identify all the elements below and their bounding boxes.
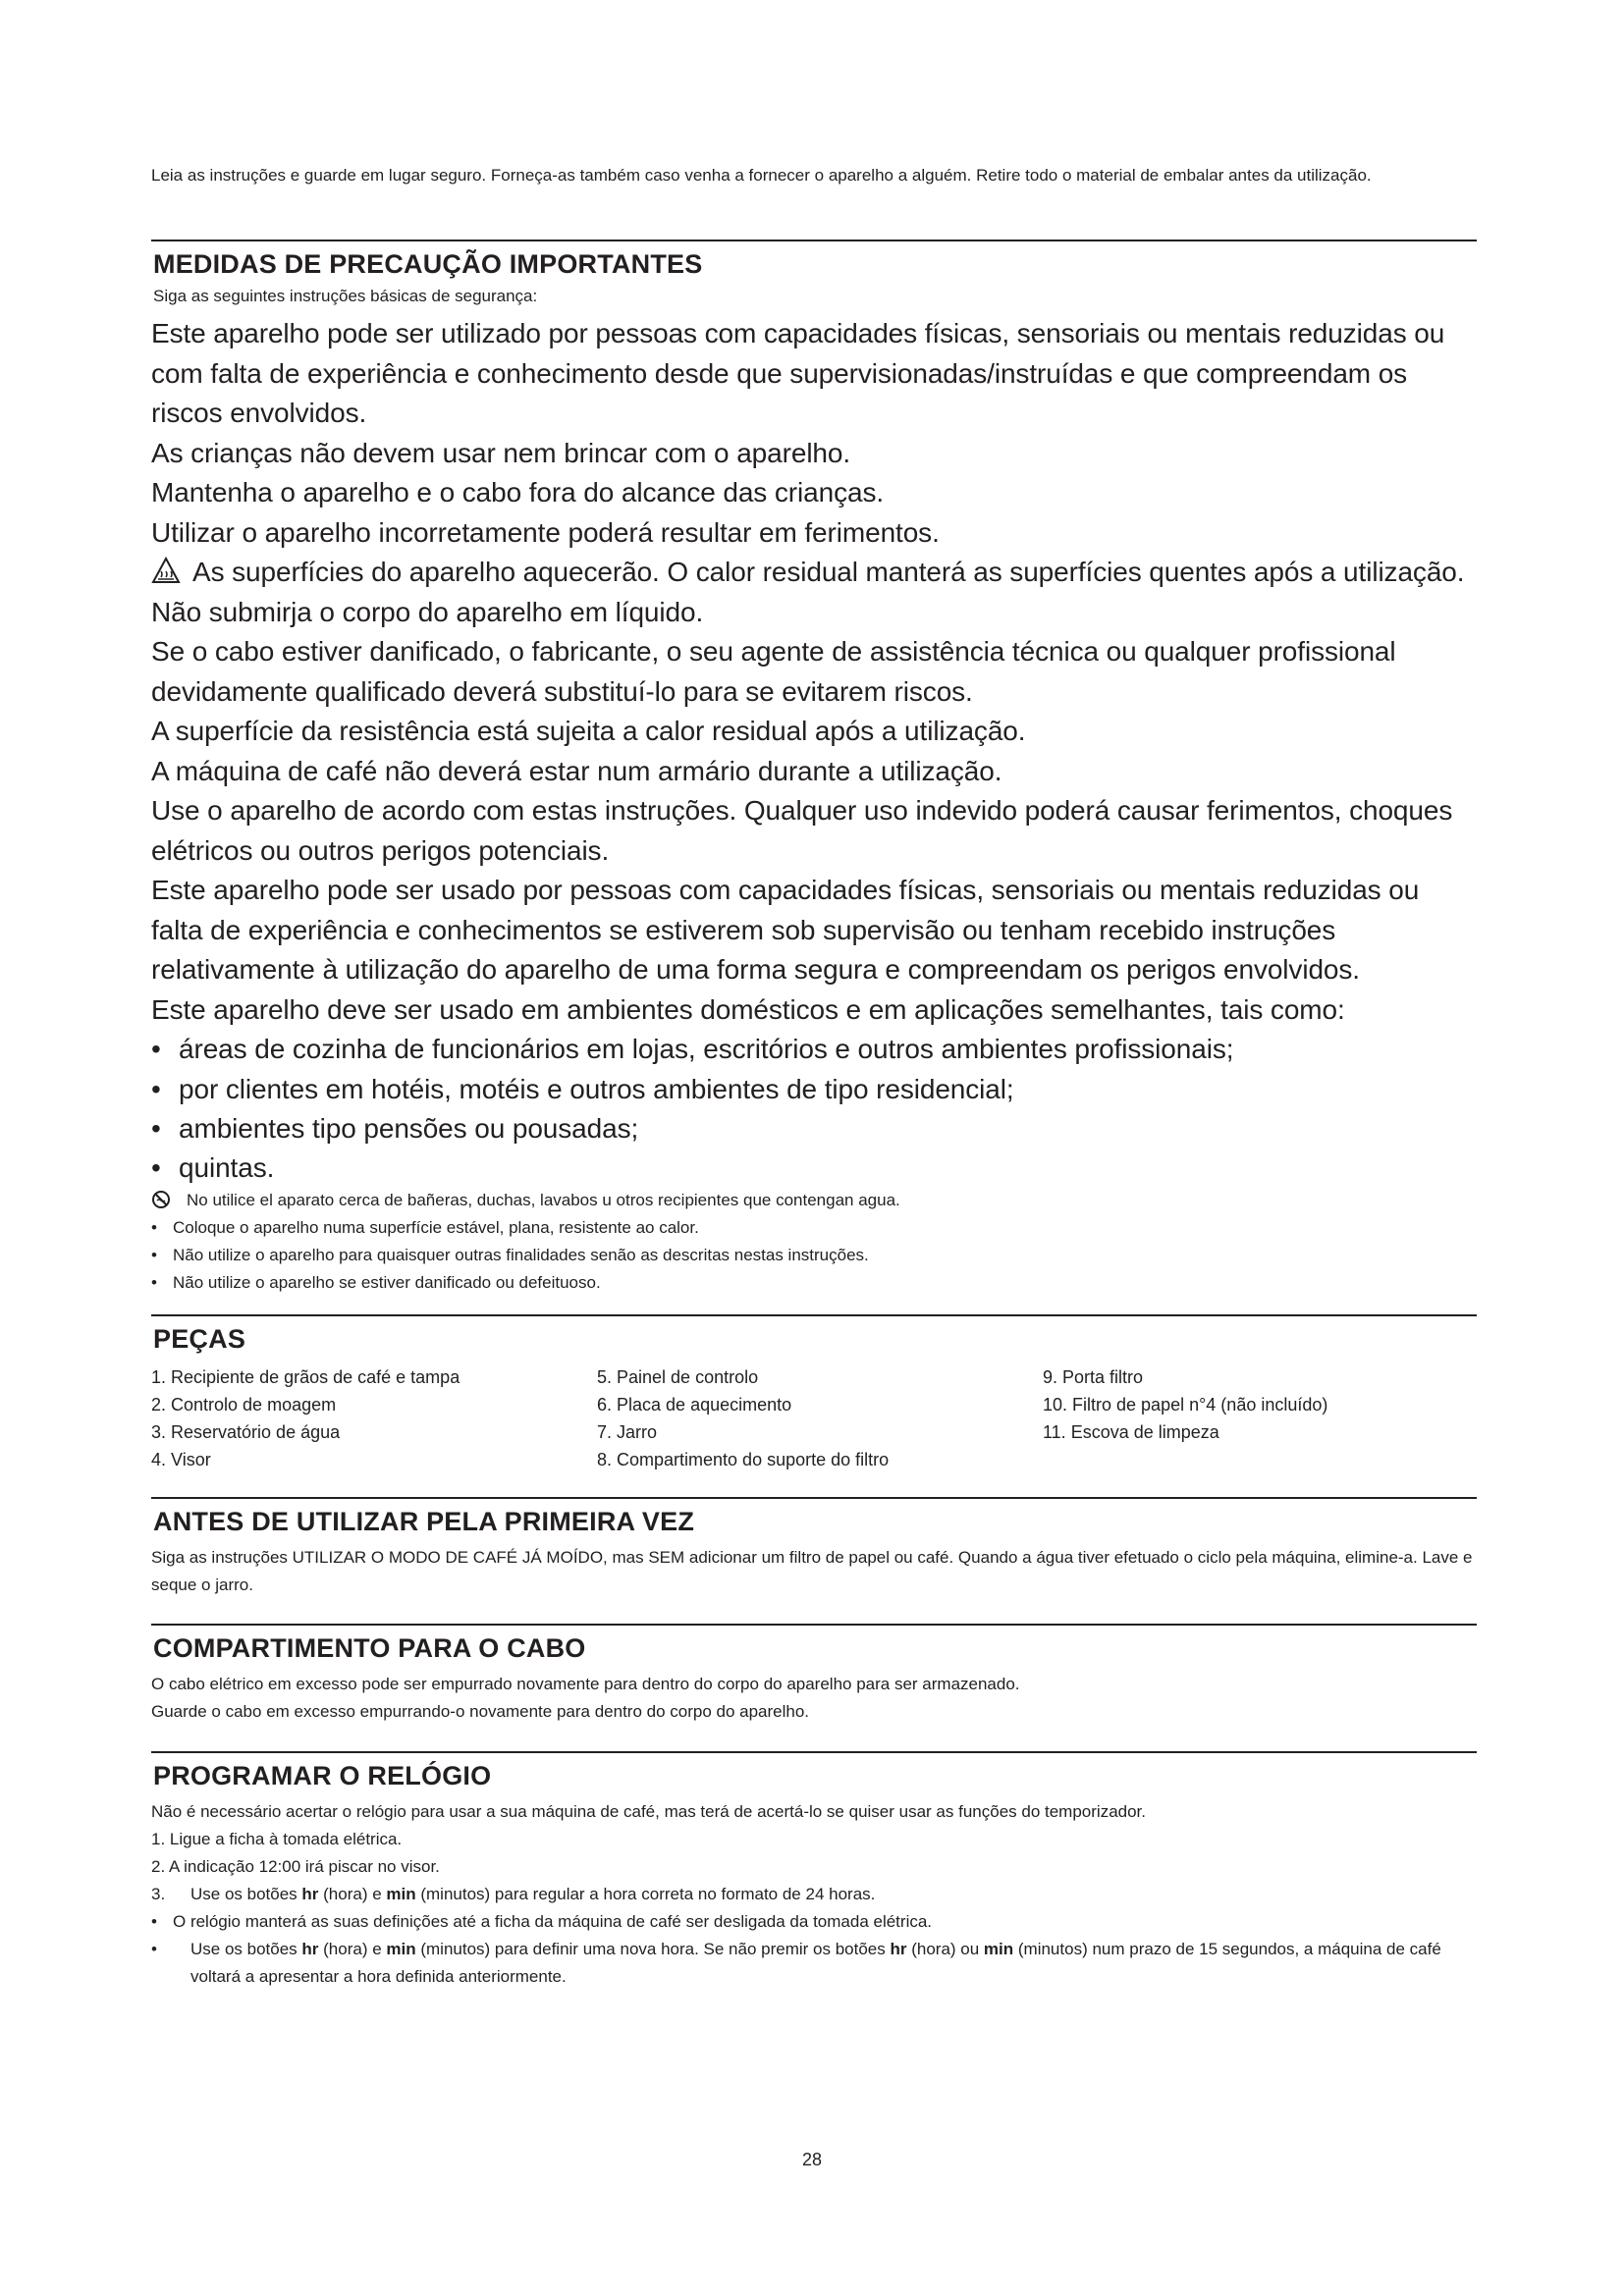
warning-text: As superfícies do aparelho aquecerão. O calor residual manterá as superfícies quentes após a utilização.: [192, 557, 1465, 587]
step-number: 3.: [151, 1885, 166, 1903]
list-item: • ambientes tipo pensões ou pousadas;: [151, 1109, 1477, 1149]
precaution-line: Este aparelho pode ser usado por pessoas com capacidades físicas, sensoriais ou mentais reduzidas ou falta de experiência e conhecimentos se estiverem sob supervisão ou tenham recebido instruções relativamente à utilização do aparelho de uma forma segura e compreendam os perigos envolvidos.: [151, 875, 1420, 985]
list-item: • Coloque o aparelho numa superfície estável, plana, resistente ao calor.: [151, 1214, 1477, 1242]
section-text: O cabo elétrico em excesso pode ser empurrado novamente para dentro do corpo do aparelho para ser armazenado.: [151, 1675, 1020, 1693]
part-item: 10. Filtro de papel n°4 (não incluído): [1043, 1395, 1328, 1415]
precaution-line: A máquina de café não deverá estar num armário durante a utilização.: [151, 755, 1002, 786]
page-number: 28: [801, 2150, 823, 2169]
step-item: [151, 1881, 1477, 1908]
section-text: Guarde o cabo em excesso empurrando-o novamente para dentro do corpo do aparelho.: [151, 1702, 810, 1721]
precaution-line: Utilizar o aparelho incorretamente poderá resultar em ferimentos.: [151, 516, 940, 548]
step-text: Use os botões hr (hora) e min (minutos) para regular a hora correta no formato de 24 horas.: [190, 1885, 876, 1903]
section-title: MEDIDAS DE PRECAUÇÃO IMPORTANTES: [153, 249, 703, 279]
clock-section: [151, 1751, 1477, 1991]
precaution-line: Mantenha o aparelho e o cabo fora do alcance das crianças.: [151, 477, 885, 507]
before-use-section: [151, 1497, 1477, 1599]
no-water-line: [151, 1187, 1477, 1214]
part-item: 3. Reservatório de água: [151, 1422, 341, 1442]
part-item: 8. Compartimento do suporte do filtro: [597, 1450, 890, 1469]
parts-columns: [151, 1363, 1477, 1473]
part-item: 4. Visor: [151, 1450, 211, 1469]
part-item: 5. Painel de controlo: [597, 1367, 759, 1387]
list-item: [151, 1936, 1477, 1991]
part-item: 2. Controlo de moagem: [151, 1395, 337, 1415]
part-item: 9. Porta filtro: [1043, 1367, 1144, 1387]
parts-section: [151, 1314, 1477, 1473]
part-item: 6. Placa de aquecimento: [597, 1395, 792, 1415]
precaution-line: Não submirja o corpo do aparelho em líquido.: [151, 596, 704, 627]
no-water-text: No utilice el aparato cerca de bañeras, duchas, lavabos u otros recipientes que contengan agua.: [187, 1190, 900, 1209]
section-text: Siga as instruções UTILIZAR O MODO DE CAFÉ JÁ MOÍDO, mas SEM adicionar um filtro de papel ou café. Quando a água tiver efetuado o ciclo pela máquina, elimine-a. Lave e seque o jarro.: [151, 1548, 1473, 1594]
part-item: 7. Jarro: [597, 1422, 658, 1442]
step-item: 2. A indicação 12:00 irá piscar no visor.: [151, 1857, 440, 1876]
list-item: • O relógio manterá as suas definições até a ficha da máquina de café ser desligada da tomada elétrica.: [151, 1908, 1477, 1936]
prohibited-icon: [151, 1190, 171, 1209]
warning-line: [151, 553, 1477, 593]
list-item: • por clientes em hotéis, motéis e outros ambientes de tipo residencial;: [151, 1070, 1477, 1110]
list-item: • quintas.: [151, 1149, 1477, 1187]
parts-column: [151, 1363, 597, 1473]
precaution-line: Este aparelho deve ser usado em ambientes domésticos e em aplicações semelhantes, tais como:: [151, 993, 1345, 1025]
list-item: • Não utilize o aparelho se estiver danificado ou defeituoso.: [151, 1269, 1477, 1297]
section-title: COMPARTIMENTO PARA O CABO: [153, 1633, 586, 1663]
hot-surface-warning-icon: [151, 557, 181, 584]
precaution-line: A superfície da resistência está sujeita a calor residual após a utilização.: [151, 716, 1026, 746]
section-title: PEÇAS: [153, 1324, 246, 1354]
bullet-marker: •: [151, 1940, 157, 1958]
cable-section: [151, 1624, 1477, 1726]
precaution-line: As crianças não devem usar nem brincar com o aparelho.: [151, 437, 851, 468]
section-title: PROGRAMAR O RELÓGIO: [153, 1761, 492, 1790]
part-item: 11. Escova de limpeza: [1043, 1422, 1219, 1442]
intro-text: Leia as instruções e guarde em lugar seguro. Forneça-as também caso venha a fornecer o aparelho a alguém. Retire todo o material de embalar antes da utilização.: [151, 166, 1372, 185]
precaution-line: Este aparelho pode ser utilizado por pessoas com capacidades físicas, sensoriais ou mentais reduzidas ou com falta de experiência e conhecimento desde que supervisionadas/instruídas e que compreendam os riscos envolvidos.: [151, 318, 1445, 428]
step-item: 1. Ligue a ficha à tomada elétrica.: [151, 1830, 403, 1848]
list-item: • Não utilize o aparelho para quaisquer outras finalidades senão as descritas nestas instruções.: [151, 1242, 1477, 1269]
bullet-text: Use os botões hr (hora) e min (minutos) para definir uma nova hora. Se não premir os botões hr (hora) ou min (minutos) num prazo de 15 segundos, a máquina de café voltará a apresentar a hora definida anteriormente.: [190, 1940, 1441, 1986]
list-item: • áreas de cozinha de funcionários em lojas, escritórios e outros ambientes profissionais;: [151, 1030, 1477, 1070]
precaution-line: Se o cabo estiver danificado, o fabricante, o seu agente de assistência técnica ou qualquer profissional devidamente qualificado deverá substituí-lo para se evitarem riscos.: [151, 636, 1396, 707]
section-subtitle: Siga as seguintes instruções básicas de segurança:: [153, 287, 538, 305]
parts-column: [1043, 1363, 1475, 1473]
parts-column: [597, 1363, 1043, 1473]
part-item: 1. Recipiente de grãos de café e tampa: [151, 1367, 460, 1387]
section-title: ANTES DE UTILIZAR PELA PRIMEIRA VEZ: [153, 1507, 695, 1536]
section-text: Não é necessário acertar o relógio para usar a sua máquina de café, mas terá de acertá-lo se quiser usar as funções do temporizador.: [151, 1802, 1147, 1821]
precaution-line: Use o aparelho de acordo com estas instruções. Qualquer uso indevido poderá causar ferimentos, choques elétricos ou outros perigos potenciais.: [151, 795, 1453, 866]
precautions-section: [151, 240, 1477, 1297]
